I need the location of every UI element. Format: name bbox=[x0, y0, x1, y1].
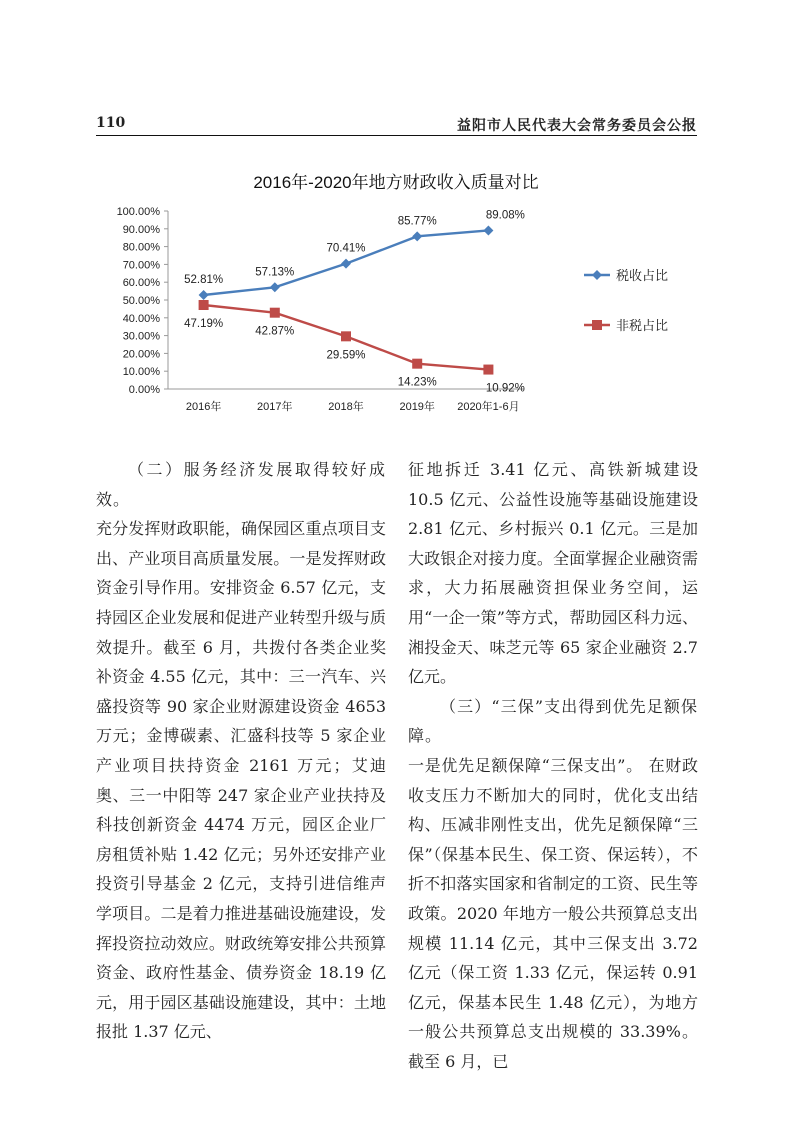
chart-title: 2016年-2020年地方财政收入质量对比 bbox=[253, 173, 539, 192]
x-tick-label: 2019年 bbox=[399, 401, 435, 413]
data-label: 47.19% bbox=[184, 318, 224, 331]
paragraph-economic-development: 充分发挥财政职能，确保园区重点项目支出、产业项目高质量发展。一是发挥财政资金引导作用。安排资金 6.57 亿元，支持园区企业发展和促进产业转型升级与质效提升。截至 6 月，共拨付各类企业奖补资金 4.55 亿元，其中：三一汽车、兴盛投资等 90 家企业财源建设资金 4653 万元；金博碳素、汇盛科技等 5 家企业产业项目扶持资金 2161 万元；艾迪奥、三一中阳等 247 家企业产业扶持及科技创新资金 4474 万元，园区企业厂房租赁补贴 1.42 亿元；另外还安排产业投资引导基金 2 亿元，支持引进信维声学项目。二是着力推进基础设施建设，发挥投资拉动效应。财政统筹安排公共预算资金、政府性基金、债券资金 18.19 亿元，用于园区基础设施建设，其中：土地报批 1.37 亿元、 bbox=[96, 519, 386, 1042]
data-label: 70.41% bbox=[326, 242, 366, 255]
chart-svg bbox=[96, 160, 697, 425]
data-point bbox=[483, 225, 493, 235]
data-label: 89.08% bbox=[485, 209, 525, 222]
data-label: 29.59% bbox=[326, 349, 366, 362]
legend-label: 税收占比 bbox=[616, 268, 669, 283]
y-tick-label: 100.00% bbox=[116, 206, 160, 218]
y-tick-label: 70.00% bbox=[122, 259, 160, 272]
legend-marker bbox=[592, 320, 602, 330]
y-tick-label: 60.00% bbox=[122, 277, 160, 290]
data-point bbox=[270, 308, 280, 318]
y-tick-label: 50.00% bbox=[122, 295, 160, 307]
page-header bbox=[96, 113, 697, 135]
data-label: 85.77% bbox=[397, 215, 437, 228]
data-point bbox=[341, 259, 351, 269]
paragraph-continued: 征地拆迁 3.41 亿元、高铁新城建设 10.5 亿元、公益性设施等基础设施建设 2.81 亿元、乡村振兴 0.1 亿元。三是加大政银企对接力度。全面掌握企业融资需求，大力拓展融资担保业务空间，运用“一企一策”等方式，帮助园区科力远、湘投金天、味芝元等 65 家企业融资 2.7 亿元。 bbox=[408, 460, 698, 687]
section-heading-3: （三）“三保”支出得到优先足额保障。 bbox=[408, 696, 698, 746]
y-tick-label: 30.00% bbox=[122, 330, 160, 343]
journal-title: 益阳市人民代表大会常务委员会公报 bbox=[457, 118, 697, 134]
x-tick-label: 2016年 bbox=[185, 401, 222, 413]
y-tick-label: 80.00% bbox=[122, 241, 160, 254]
x-tick-label: 2017年 bbox=[257, 401, 293, 413]
page-number: 110 bbox=[96, 115, 126, 131]
revenue-quality-chart bbox=[96, 160, 697, 425]
data-point bbox=[412, 231, 422, 241]
data-label: 52.81% bbox=[184, 273, 224, 286]
x-tick-label: 2020年1-6月 bbox=[457, 401, 520, 413]
data-point bbox=[199, 300, 209, 310]
data-point bbox=[483, 365, 493, 375]
data-point bbox=[341, 331, 351, 341]
x-tick-label: 2018年 bbox=[328, 401, 364, 413]
data-point bbox=[199, 290, 209, 300]
data-point bbox=[412, 359, 422, 369]
data-label: 14.23% bbox=[397, 376, 437, 389]
data-label: 57.13% bbox=[255, 266, 295, 279]
y-tick-label: 90.00% bbox=[122, 223, 160, 236]
legend-label: 非税占比 bbox=[616, 318, 669, 333]
data-label: 10.92% bbox=[485, 382, 525, 395]
right-column bbox=[408, 455, 698, 1076]
data-point bbox=[270, 282, 280, 292]
y-tick-label: 0.00% bbox=[128, 384, 160, 396]
data-label: 42.87% bbox=[255, 325, 295, 338]
left-column bbox=[96, 455, 386, 1047]
y-tick-label: 10.00% bbox=[122, 366, 160, 379]
header-rule bbox=[96, 135, 697, 136]
y-tick-label: 20.00% bbox=[122, 348, 160, 361]
section-heading-2: （二）服务经济发展取得较好成效。 bbox=[96, 460, 386, 509]
y-tick-label: 40.00% bbox=[122, 312, 160, 325]
legend-marker bbox=[592, 270, 602, 280]
paragraph-three-guarantees: 一是优先足额保障“三保支出”。 在财政收支压力不断加大的同时，优化支出结构、压减非刚性支出，优先足额保障“三保”（保基本民生、保工资、保运转），不折不扣落实国家和省制定的工资、民生等政策。2020 年地方一般公共预算总支出规模 11.14 亿元，其中三保支出 3.72 亿元（保工资 1.33 亿元，保运转 0.91 亿元，保基本民生 1.48 亿元），为地方一般公共预算总支出规模的 33.39%。截至 6 月，已 bbox=[408, 755, 698, 1071]
